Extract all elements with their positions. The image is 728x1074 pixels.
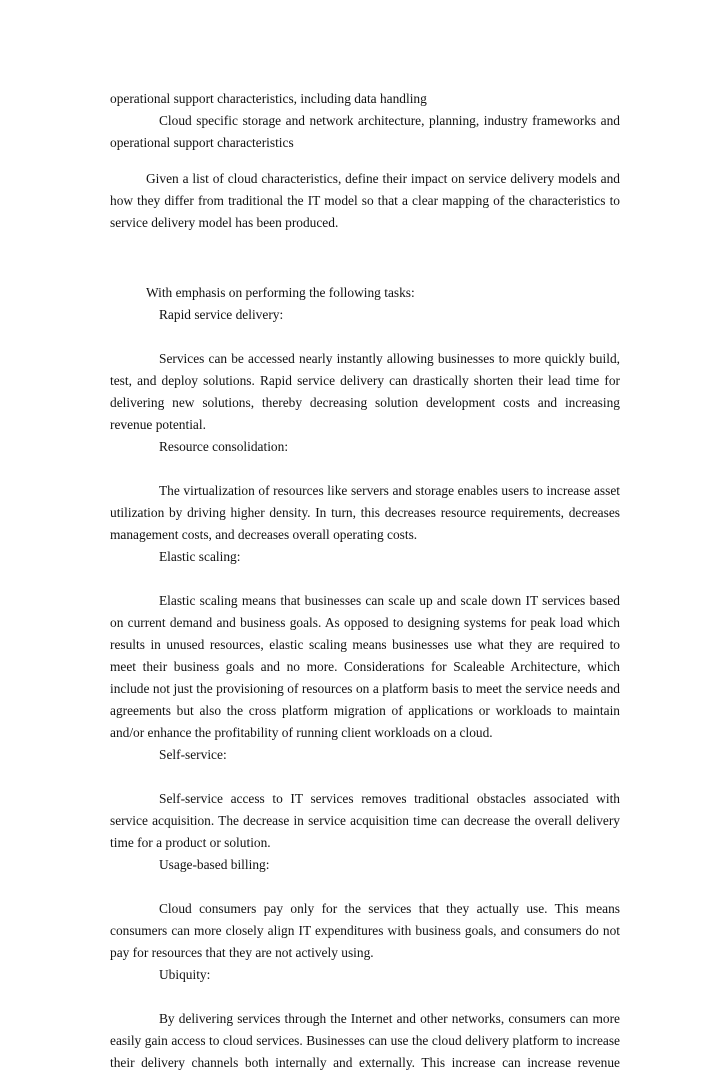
intro-sub-paragraph: Cloud specific storage and network architecture, planning, industry frameworks and operational support characteristics — [110, 113, 620, 150]
section-body-elastic-scaling: Elastic scaling means that businesses can scale up and scale down IT services based on current demand and business goals. As opposed to designing systems for peak load which results in unused resources, elastic scaling means businesses use what they are required to meet their business goals and no more. Considerations for Scaleable Architecture, which include not just the provisioning of resources on a platform basis to meet the service needs and agreements but also the cross platform migration of applications or workloads to maintain and/or enhance the profitability of running client workloads on a cloud. — [110, 593, 620, 740]
given-paragraph: Given a list of cloud characteristics, define their impact on service delivery models and how they differ from traditional the IT model so that a clear mapping of the characteristics to service delivery model has been produced. — [110, 171, 620, 230]
section-body-resource-consolidation: The virtualization of resources like servers and storage enables users to increase asset utilization by driving higher density. In turn, this decreases resource requirements, decreases management costs, and decreases overall operating costs. — [110, 483, 620, 542]
section-body-ubiquity: By delivering services through the Internet and other networks, consumers can more easily gain access to cloud services. Businesses can use the cloud delivery platform to increase their delivery channels both internally and externally. This increase can increase revenue — [110, 1011, 620, 1070]
intro-line: operational support characteristics, including data handling — [110, 91, 427, 106]
spacer — [110, 876, 620, 898]
section-heading-elastic-scaling: Elastic scaling: — [159, 549, 241, 564]
spacer — [110, 458, 620, 480]
spacer — [110, 986, 620, 1008]
spacer — [110, 568, 620, 590]
section-heading-usage-based-billing: Usage-based billing: — [159, 857, 270, 872]
section-body-usage-based-billing: Cloud consumers pay only for the services that they actually use. This means consumers can more closely align IT expenditures with business goals, and consumers do not pay for resources that they are not actively using. — [110, 901, 620, 960]
section-heading-ubiquity: Ubiquity: — [159, 967, 211, 982]
section-heading-self-service: Self-service: — [159, 747, 227, 762]
spacer — [110, 234, 620, 282]
section-body-self-service: Self-service access to IT services removes traditional obstacles associated with service acquisition. The decrease in service acquisition time can decrease the overall delivery time for a product or solution. — [110, 791, 620, 850]
section-heading-resource-consolidation: Resource consolidation: — [159, 439, 289, 454]
document-body — [110, 88, 620, 1074]
emphasis-line: With emphasis on performing the following tasks: — [146, 285, 415, 300]
section-heading-rapid-service-delivery: Rapid service delivery: — [159, 307, 284, 322]
spacer — [110, 766, 620, 788]
section-body-rapid-service-delivery: Services can be accessed nearly instantly allowing businesses to more quickly build, test, and deploy solutions. Rapid service delivery can drastically shorten their lead time for delivering new solutions, thereby decreasing solution development costs and increasing revenue potential. — [110, 351, 620, 432]
spacer — [110, 154, 620, 168]
spacer — [110, 326, 620, 348]
